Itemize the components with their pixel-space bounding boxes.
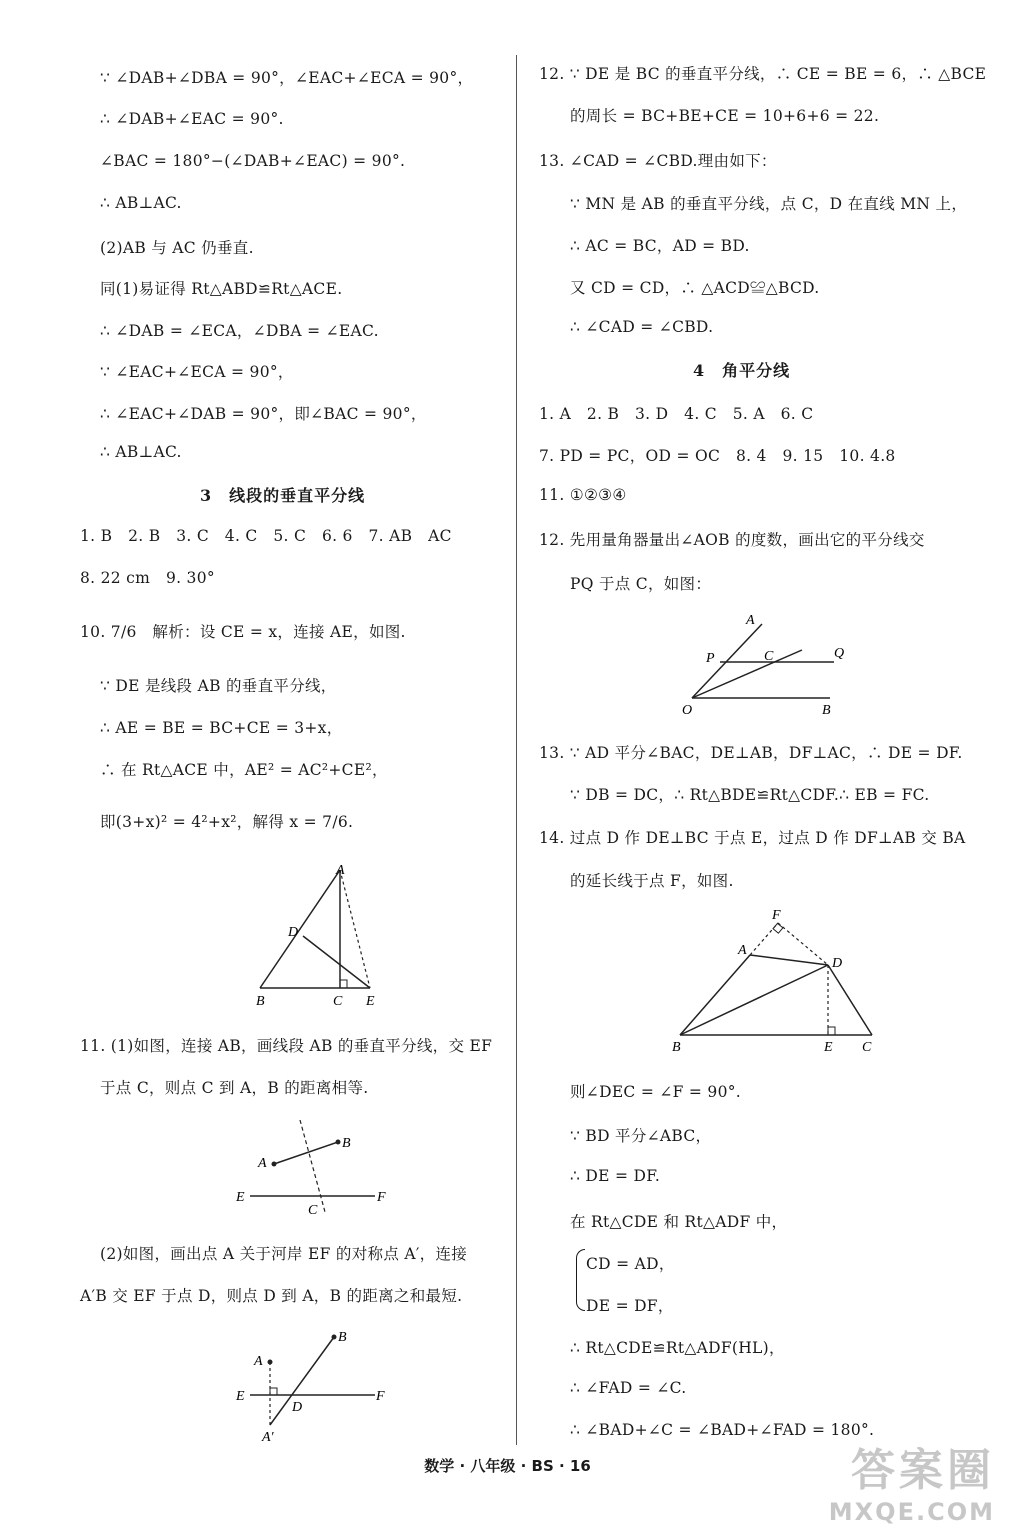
text-line: (2)AB 与 AC 仍垂直. xyxy=(100,239,254,257)
text-line: ∴ ∠FAD = ∠C. xyxy=(570,1379,687,1397)
text-line: ∵ MN 是 AB 的垂直平分线，点 C，D 在直线 MN 上， xyxy=(570,195,968,213)
text-line: 的延长线于点 F，如图. xyxy=(570,872,734,890)
answer-line: 1. B 2. B 3. C 4. C 5. C 6. 6 7. AB AC xyxy=(80,527,452,545)
point-label: C xyxy=(333,994,343,1009)
text-line: 则∠DEC = ∠F = 90°. xyxy=(570,1083,742,1101)
perpendicular-bisector-figure xyxy=(230,1120,400,1215)
text-line: CD = AD， xyxy=(586,1255,675,1273)
text-line: ∴ AB⊥AC. xyxy=(100,443,182,461)
text-line: 即(3+x)² = 4²+x²，解得 x = 7/6. xyxy=(100,813,354,831)
text-line: ∴ DE = DF. xyxy=(570,1167,661,1185)
text-line: 于点 C，则点 C 到 A，B 的距离相等. xyxy=(100,1079,369,1097)
text-line: ∠BAC = 180°−(∠DAB+∠EAC) = 90°. xyxy=(100,152,406,170)
point-label: E xyxy=(366,994,375,1009)
point-label: A xyxy=(746,613,755,628)
text-line: 又 CD = CD，∴ △ACD≌△BCD. xyxy=(570,279,820,297)
point-label: B xyxy=(338,1330,347,1345)
text-line: ∴ AC = BC，AD = BD. xyxy=(570,237,750,255)
point-label: C xyxy=(862,1040,872,1055)
point-label: D xyxy=(292,1400,303,1415)
answer-line: 11. ①②③④ xyxy=(539,486,627,504)
section-title: 3 线段的垂直平分线 xyxy=(200,486,366,505)
text-line: ∴ ∠BAD+∠C = ∠BAD+∠FAD = 180°. xyxy=(570,1421,875,1439)
point-label: A xyxy=(336,863,345,878)
text-line: ∵ DB = DC，∴ Rt△BDE≌Rt△CDF.∴ EB = FC. xyxy=(570,786,930,804)
point-label: B xyxy=(672,1040,681,1055)
point-label: F xyxy=(772,908,781,923)
point-label: B xyxy=(256,994,265,1009)
watermark-logo: 答案圈 MXQE.COM xyxy=(828,1445,995,1526)
text-line: ∴ ∠CAD = ∠CBD. xyxy=(570,318,714,336)
answer-line: 14. 过点 D 作 DE⊥BC 于点 E，过点 D 作 DF⊥AB 交 BA xyxy=(539,829,966,847)
text-line: 的周长 = BC+BE+CE = 10+6+6 = 22. xyxy=(570,107,880,125)
point-label: A xyxy=(258,1156,267,1171)
answer-line: 10. 7/6 解析：设 CE = x，连接 AE，如图. xyxy=(80,623,406,641)
text-line: ∴ AE = BE = BC+CE = 3+x， xyxy=(100,719,343,737)
text-line: PQ 于点 C，如图： xyxy=(570,575,712,593)
point-label: E xyxy=(236,1190,245,1205)
point-label: A′ xyxy=(262,1430,274,1445)
answer-line: 7. PD = PC，OD = OC 8. 4 9. 15 10. 4.8 xyxy=(539,447,896,465)
point-label: D xyxy=(288,925,299,940)
point-label: D xyxy=(832,956,843,971)
text-line: ∴ ∠DAB+∠EAC = 90°. xyxy=(100,110,284,128)
point-label: C xyxy=(308,1203,318,1215)
text-line: 同(1)易证得 Rt△ABD≌Rt△ACE. xyxy=(100,280,343,298)
point-label: O xyxy=(682,703,693,718)
text-line: ∵ BD 平分∠ABC， xyxy=(570,1127,712,1145)
column-divider xyxy=(516,55,517,1445)
shortest-path-figure xyxy=(230,1325,400,1445)
text-line: ∴ ∠EAC+∠DAB = 90°，即∠BAC = 90°， xyxy=(100,405,427,423)
answer-line: 12. ∵ DE 是 BC 的垂直平分线，∴ CE = BE = 6，∴ △BCE xyxy=(539,65,987,83)
brace-symbol xyxy=(576,1249,585,1311)
section-title: 4 角平分线 xyxy=(693,361,791,380)
point-label: A xyxy=(254,1354,263,1369)
text-line: ∴ 在 Rt△ACE 中，AE² = AC²+CE²， xyxy=(100,761,388,779)
point-label: F xyxy=(376,1389,385,1404)
text-line: ∴ ∠DAB = ∠ECA，∠DBA = ∠EAC. xyxy=(100,322,379,340)
point-label: B xyxy=(342,1136,351,1151)
text-line: A′B 交 EF 于点 D，则点 D 到 A，B 的距离之和最短. xyxy=(80,1287,463,1305)
answer-line: 1. A 2. B 3. D 4. C 5. A 6. C xyxy=(539,405,814,423)
text-line: ∵ ∠EAC+∠ECA = 90°， xyxy=(100,363,294,381)
point-label: P xyxy=(706,651,715,666)
answer-line: 11. (1)如图，连接 AB，画线段 AB 的垂直平分线，交 EF xyxy=(80,1037,493,1055)
text-line: (2)如图，画出点 A 关于河岸 EF 的对称点 A′，连接 xyxy=(100,1245,468,1263)
point-label: Q xyxy=(834,646,845,661)
point-label: B xyxy=(822,703,831,718)
answer-line: 12. 先用量角器量出∠AOB 的度数，画出它的平分线交 xyxy=(539,531,925,549)
text-line: ∵ ∠DAB+∠DBA = 90°，∠EAC+∠ECA = 90°， xyxy=(100,69,474,87)
point-label: F xyxy=(377,1190,386,1205)
point-label: E xyxy=(236,1389,245,1404)
point-label: C xyxy=(764,649,774,664)
quadrilateral-figure xyxy=(668,905,888,1057)
answer-line: 8. 22 cm 9. 30° xyxy=(80,569,215,587)
triangle-figure-1 xyxy=(250,860,390,1010)
text-line: ∵ DE 是线段 AB 的垂直平分线， xyxy=(100,677,337,695)
page-footer: 数学 · 八年级 · BS · 16 xyxy=(424,1457,591,1475)
answer-line: 13. ∠CAD = ∠CBD.理由如下： xyxy=(539,152,777,170)
text-line: ∴ Rt△CDE≌Rt△ADF(HL)， xyxy=(570,1339,785,1357)
point-label: E xyxy=(824,1040,833,1055)
text-line: ∴ AB⊥AC. xyxy=(100,194,182,212)
angle-bisector-figure xyxy=(670,610,860,720)
text-line: 在 Rt△CDE 和 Rt△ADF 中， xyxy=(570,1213,788,1231)
point-label: A xyxy=(738,943,747,958)
answer-line: 13. ∵ AD 平分∠BAC，DE⊥AB，DF⊥AC，∴ DE = DF. xyxy=(539,744,963,762)
text-line: DE = DF， xyxy=(586,1297,674,1315)
